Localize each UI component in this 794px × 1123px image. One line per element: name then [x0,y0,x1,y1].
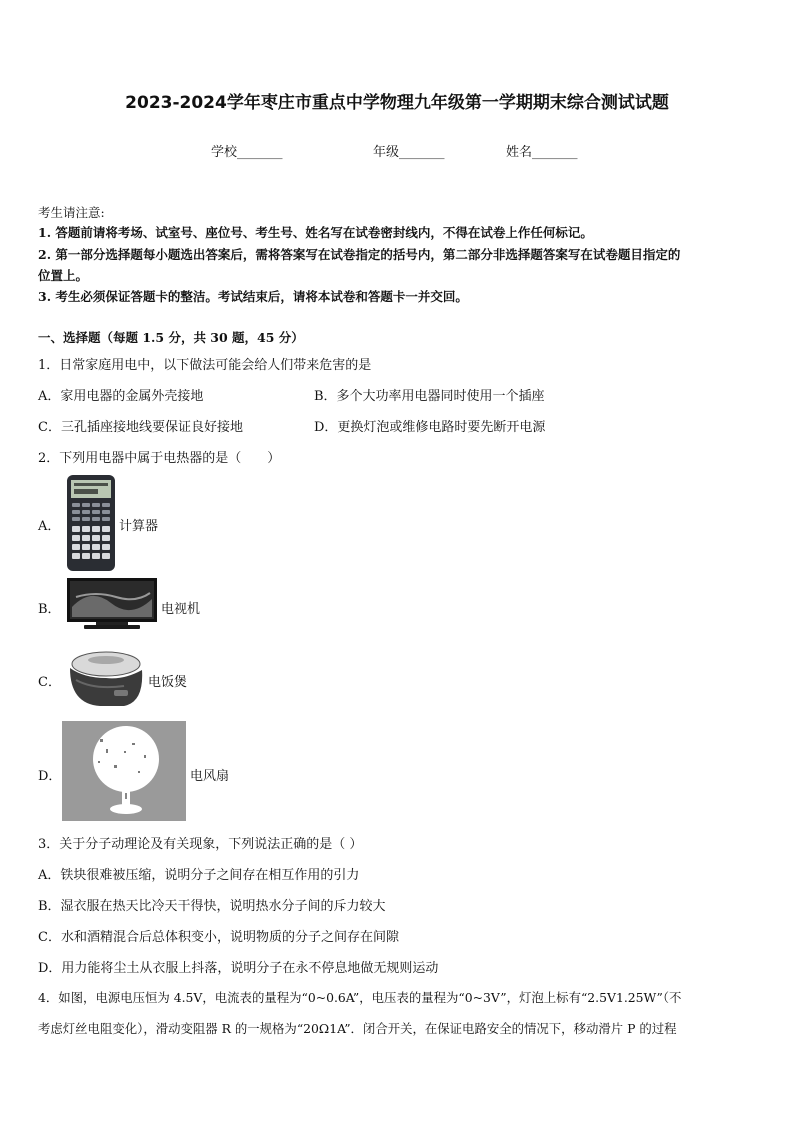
q3-option-b: B．湿衣服在热天比冷天干得快，说明热水分子间的斥力较大 [38,899,386,914]
name-field: 姓名_______ [506,145,578,160]
q2-option-d-text: 电风扇 [190,769,230,784]
q2-option-b-text: 电视机 [161,602,201,617]
notice-item-2-cont: 位置上。 [38,268,89,283]
q4-line-2: 考虑灯丝电阻变化），滑动变阻器 R 的一规格为“20Ω1A”．闭合开关，在保证电路安全的情况下，移动滑片 P 的过程 [38,1021,677,1036]
electric-fan-image [62,721,186,821]
notice-heading: 考生请注意: [38,205,105,220]
q2-option-a-text: 计算器 [119,519,159,534]
notice-item-3: 3. 考生必须保证答题卡的整洁。考试结束后，请将本试卷和答题卡一并交回。 [38,289,468,304]
q4-line-1: 4．如图，电源电压恒为 4.5V，电流表的量程为“0~0.6A”，电压表的量程为“0~3V”，灯泡上标有“2.5V1.25W”（不 [38,990,682,1005]
q2-option-b-letter: B． [38,602,61,617]
q1-stem: 1．日常家庭用电中，以下做法可能会给人们带来危害的是 [38,358,372,373]
q3-option-c: C．水和酒精混合后总体积变小，说明物质的分子之间存在间隙 [38,930,399,945]
calculator-image [66,474,116,572]
q2-option-c-letter: C． [38,675,61,690]
school-field: 学校_______ [211,145,283,160]
notice-item-2: 2. 第一部分选择题每小题选出答案后，需将答案写在试卷指定的括号内，第二部分非选择题答案写在试卷题目指定的 [38,247,681,262]
q2-option-c-text: 电饭煲 [148,675,188,690]
notice-item-1: 1. 答题前请将考场、试室号、座位号、考生号、姓名写在试卷密封线内，不得在试卷上作任何标记。 [38,225,593,240]
television-image [66,577,158,631]
q3-stem: 3．关于分子动理论及有关现象，下列说法正确的是（ ） [38,837,363,852]
rice-cooker-image [64,646,146,710]
q1-option-b: B．多个大功率用电器同时使用一个插座 [314,389,545,404]
q3-option-a: A．铁块很难被压缩，说明分子之间存在相互作用的引力 [38,868,360,883]
q1-option-c: C．三孔插座接地线要保证良好接地 [38,420,243,435]
q2-option-a-letter: A． [38,519,61,534]
grade-field: 年级_______ [373,145,445,160]
q1-option-a: A．家用电器的金属外壳接地 [38,389,204,404]
section-heading: 一、选择题（每题 1.5 分，共 30 题，45 分） [38,330,304,345]
page-title: 2023-2024学年枣庄市重点中学物理九年级第一学期期末综合测试试题 [125,93,669,113]
q2-stem: 2．下列用电器中属于电热器的是（ ） [38,451,281,466]
q2-option-d-letter: D． [38,769,62,784]
q1-option-d: D．更换灯泡或维修电路时要先断开电源 [314,420,546,435]
q3-option-d: D．用力能将尘土从衣服上抖落，说明分子在永不停息地做无规则运动 [38,961,439,976]
